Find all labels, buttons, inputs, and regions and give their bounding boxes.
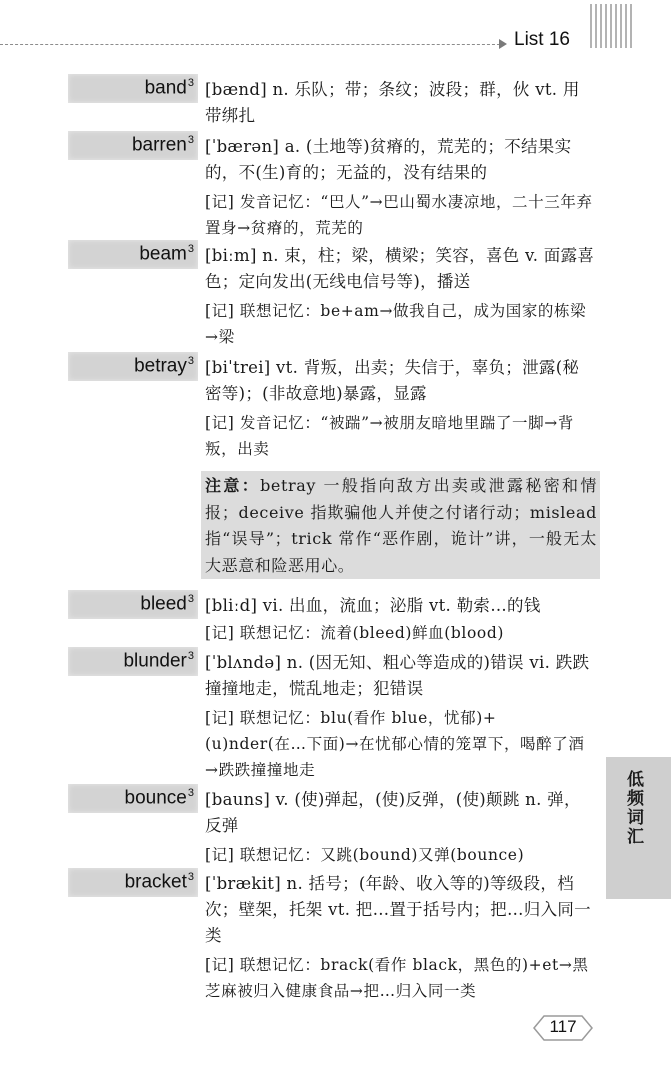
headword-text: betray xyxy=(134,355,187,377)
definition: [bliːd] vi. 出血，流血；泌脂 vt. 勒索…的钱 xyxy=(205,596,541,615)
headword-text: beam xyxy=(139,243,187,265)
page-number-badge xyxy=(532,1012,594,1044)
definition: [biˈtrei] vt. 背叛，出卖；失信于，辜负；泄露(秘密等)；(非故意地)暴露，显露 xyxy=(205,358,580,403)
headword-text: bounce xyxy=(124,787,187,809)
definition: [bauns] v. (使)弹起，(使)反弹，(使)颠跳 n. 弹，反弹 xyxy=(205,790,581,835)
frequency-level: 3 xyxy=(187,593,194,605)
memory-tip: [记] 联想记忆：又跳(bound)又弹(bounce) xyxy=(205,846,525,864)
headword-text: bleed xyxy=(140,593,187,615)
memory-tip: [记] 联想记忆：be+am→做我自己，成为国家的栋梁→梁 xyxy=(205,302,587,346)
page-number: 117 xyxy=(549,1017,577,1036)
headword xyxy=(125,787,198,809)
header-rule xyxy=(0,44,505,45)
headword xyxy=(125,871,198,893)
definition: [biːm] n. 束，柱；梁，横梁；笑容，喜色 v. 面露喜色；定向发出(无线电信号等)，播送 xyxy=(205,246,595,291)
headword-box xyxy=(68,74,198,103)
frequency-level: 3 xyxy=(187,650,194,662)
frequency-level: 3 xyxy=(187,871,194,883)
headword-box xyxy=(68,590,198,619)
headword xyxy=(132,134,198,156)
headword-text: barren xyxy=(131,134,187,156)
memory-tip: [记] 发音记忆：“被踹”→被朋友暗地里踹了一脚→背叛，出卖 xyxy=(205,414,574,458)
definition: [bænd] n. 乐队；带；条纹；波段；群，伙 vt. 用带绑扎 xyxy=(205,80,580,125)
headword-text: band xyxy=(144,77,187,99)
definition: [ˈbærən] a. (土地等)贫瘠的，荒芜的；不结果实的，不(生)育的；无益的，没有结果的 xyxy=(205,137,572,182)
definition: [ˈbrækit] n. 括号；(年龄、收入等的)等级段，档次；壁架，托架 vt. 把…置于括号内；把…归入同一类 xyxy=(205,874,591,945)
headword xyxy=(140,593,198,615)
headword-box xyxy=(68,647,198,676)
memory-tip: [记] 联想记忆：brack(看作 black，黑色的)+et→黑芝麻被归入健康食品→把…归入同一类 xyxy=(205,956,589,1000)
headword xyxy=(145,77,198,99)
headword-box xyxy=(68,240,198,269)
headword xyxy=(139,243,198,265)
header-arrow-icon xyxy=(499,39,507,49)
headword-box xyxy=(68,868,198,897)
side-tab-label: 低频词汇 xyxy=(623,770,643,846)
note-label: 注意： xyxy=(205,476,261,495)
headword-box xyxy=(68,131,198,160)
frequency-level: 3 xyxy=(187,355,194,367)
headword xyxy=(123,650,198,672)
list-title: List 16 xyxy=(514,29,570,50)
headword-text: blunder xyxy=(123,650,187,672)
memory-tip: [记] 联想记忆：blu(看作 blue，忧郁)+(u)nder(在…下面)→在忧郁心情的笼罩下，喝醉了酒→跌跌撞撞地走 xyxy=(205,709,585,779)
headword-box xyxy=(68,784,198,813)
note-body: betray 一般指向敌方出卖或泄露秘密和情报；deceive 指欺骗他人并使之付诸行动；mislead 指“误导”；trick 常作“恶作剧，诡计”讲，一般无太大恶意和险恶用心。 xyxy=(205,476,597,575)
headword-box xyxy=(68,352,198,381)
header-decoration xyxy=(590,4,632,48)
frequency-level: 3 xyxy=(187,243,194,255)
frequency-level: 3 xyxy=(187,787,194,799)
definition: [ˈblʌndə] n. (因无知、粗心等造成的)错误 vi. 跌跌撞撞地走，慌乱地走；犯错误 xyxy=(205,653,590,698)
memory-tip: [记] 联想记忆：流着(bleed)鲜血(blood) xyxy=(205,624,505,642)
memory-tip: [记] 发音记忆：“巴人”→巴山蜀水凄凉地，二十三年弃置身→贫瘠的，荒芜的 xyxy=(205,193,593,237)
frequency-level: 3 xyxy=(187,134,194,146)
headword-text: bracket xyxy=(124,871,187,893)
headword xyxy=(134,355,198,377)
note-text xyxy=(205,473,597,579)
frequency-level: 3 xyxy=(187,77,194,89)
